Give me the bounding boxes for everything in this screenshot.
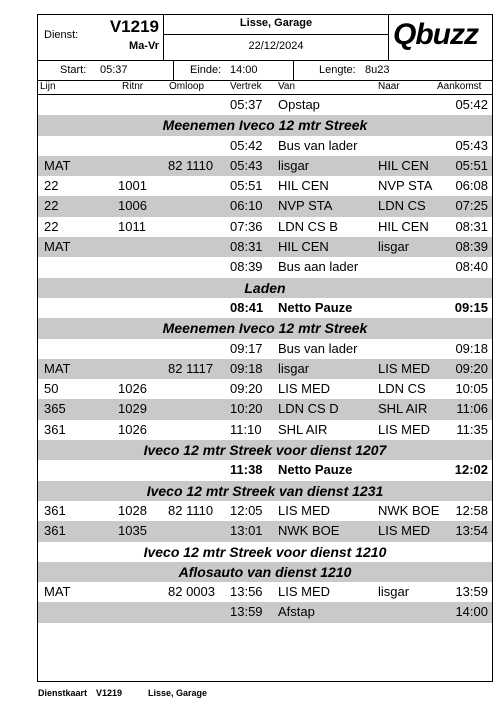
trip-row: [38, 501, 492, 521]
cell-vertrek: 09:20: [230, 381, 263, 397]
date: 22/12/2024: [248, 40, 304, 52]
cell-lijn: 22: [44, 218, 59, 234]
trip-row: [38, 339, 492, 359]
cell-van: Bus van lader: [278, 137, 358, 153]
cell-ritnr: 1026: [118, 381, 147, 397]
cell-aankomst: 12:02: [454, 462, 488, 478]
section-title: Laden: [244, 279, 286, 296]
cell-aankomst: 05:42: [455, 97, 488, 112]
section-title: Meenemen Iveco 12 mtr Streek: [162, 117, 368, 134]
cell-aankomst: 13:54: [455, 523, 488, 539]
section-row: [38, 440, 492, 460]
length-label: Lengte:: [319, 64, 356, 76]
section-title: Iveco 12 mtr Streek van dienst 1231: [146, 482, 384, 499]
cell-vertrek: 08:41: [230, 299, 264, 315]
col-lijn: Lijn: [40, 81, 56, 92]
cell-van: HIL CEN: [278, 178, 329, 194]
cell-ritnr: 1001: [118, 178, 147, 194]
cell-lijn: 361: [44, 523, 66, 539]
pause-row: [38, 460, 492, 480]
cell-van: lisgar: [278, 157, 310, 173]
col-aankomst: Aankomst: [437, 81, 482, 92]
duty-card: [37, 14, 493, 682]
cell-naar: lisgar: [378, 584, 410, 600]
cell-naar: LIS MED: [378, 421, 431, 437]
footer-location: Lisse, Garage: [148, 688, 208, 698]
cell-van: Bus van lader: [278, 340, 358, 356]
section-row: [38, 562, 492, 582]
cell-aankomst: 13:59: [455, 584, 488, 600]
cell-vertrek: 09:18: [230, 360, 263, 376]
cell-lijn: MAT: [44, 360, 71, 376]
cell-aankomst: 10:05: [455, 381, 488, 397]
cell-aankomst: 06:08: [455, 178, 488, 194]
cell-omloop: 82 1110: [168, 157, 214, 173]
cell-vertrek: 12:05: [230, 502, 263, 518]
length-value: 8u23: [365, 64, 390, 76]
cell-lijn: 22: [44, 198, 59, 214]
col-vertrek: Vertrek: [230, 81, 262, 92]
cell-van: NWK BOE: [278, 523, 340, 539]
cell-aankomst: 09:15: [454, 299, 488, 315]
cell-aankomst: 11:35: [456, 421, 488, 437]
cell-naar: HIL CEN: [378, 218, 429, 234]
cell-ritnr: 1029: [118, 401, 147, 417]
cell-vertrek: 05:43: [230, 157, 263, 173]
dienst-code: V1219: [109, 17, 159, 36]
trip-row: [38, 237, 492, 257]
section-row: [38, 278, 492, 298]
cell-ritnr: 1006: [118, 198, 147, 214]
cell-aankomst: 07:25: [455, 198, 488, 214]
col-van: Van: [278, 81, 296, 92]
section-row: [38, 542, 492, 562]
cell-van: LDN CS B: [278, 218, 338, 234]
cell-naar: lisgar: [378, 239, 410, 255]
duty-table: [38, 95, 492, 623]
cell-ritnr: 1011: [118, 218, 146, 234]
trip-row: [38, 582, 492, 602]
cell-lijn: 365: [44, 401, 66, 417]
logo-cell: [389, 15, 492, 60]
cell-vertrek: 07:36: [230, 218, 263, 234]
trip-row: [38, 136, 492, 156]
cell-naar: SHL AIR: [378, 401, 428, 417]
cell-van: LDN CS D: [278, 401, 339, 417]
cell-aankomst: 05:51: [455, 157, 488, 173]
location-cell: [164, 15, 389, 60]
cell-naar: NVP STA: [378, 178, 433, 194]
cell-aankomst: 08:40: [455, 259, 488, 275]
cell-lijn: MAT: [44, 239, 71, 255]
cell-lijn: 22: [44, 178, 59, 194]
cell-vertrek: 09:17: [230, 340, 263, 356]
day-type: Ma-Vr: [129, 40, 159, 52]
section-row: [38, 318, 492, 338]
trip-row: [38, 196, 492, 216]
cell-vertrek: 10:20: [230, 401, 263, 417]
cell-omloop: 82 1110: [168, 502, 214, 518]
pause-row: [38, 298, 492, 318]
cell-van: SHL AIR: [278, 421, 328, 437]
trip-row: [38, 176, 492, 196]
cell-vertrek: 05:42: [230, 137, 263, 153]
cell-van: NVP STA: [278, 198, 333, 214]
cell-aankomst: 11:06: [456, 401, 488, 417]
cell-naar: NWK BOE: [378, 502, 440, 518]
cell-lijn: 50: [44, 381, 59, 397]
section-row: [38, 481, 492, 501]
trip-row: [38, 156, 492, 176]
divider: [164, 34, 388, 35]
trip-row: [38, 379, 492, 399]
cell-van: Opstap: [278, 97, 320, 112]
cell-aankomst: 05:43: [455, 137, 488, 153]
cell-vertrek: 08:31: [230, 239, 263, 255]
cell-van: LIS MED: [278, 502, 331, 518]
cell-aankomst: 12:58: [455, 502, 488, 518]
cell-vertrek: 06:10: [230, 198, 263, 214]
cell-omloop: 82 1117: [168, 360, 214, 376]
cell-aankomst: 14:00: [455, 604, 488, 620]
cell-omloop: 82 0003: [168, 584, 215, 600]
cell-naar: LIS MED: [378, 523, 431, 539]
cell-vertrek: 11:38: [230, 462, 263, 478]
cell-vertrek: 13:01: [230, 523, 263, 539]
cell-lijn: MAT: [44, 584, 71, 600]
section-title: Meenemen Iveco 12 mtr Streek: [162, 320, 368, 337]
info-bar: [38, 61, 492, 81]
start-label: Start:: [60, 64, 87, 76]
header: [38, 15, 492, 61]
cell-lijn: MAT: [44, 157, 71, 173]
trip-row: [38, 359, 492, 379]
trip-row: [38, 399, 492, 419]
cell-vertrek: 08:39: [230, 259, 263, 275]
cell-lijn: 361: [44, 421, 66, 437]
trip-row: [38, 257, 492, 277]
trip-row: [38, 217, 492, 237]
col-naar: Naar: [378, 81, 400, 92]
divider: [173, 61, 174, 80]
section-title: Aflosauto van dienst 1210: [178, 563, 352, 580]
cell-vertrek: 05:51: [230, 178, 263, 194]
cell-van: LIS MED: [278, 584, 331, 600]
trip-row: [38, 95, 492, 115]
section-title: Iveco 12 mtr Streek voor dienst 1207: [143, 442, 387, 459]
col-ritnr: Ritnr: [122, 81, 144, 92]
cell-aankomst: 08:39: [455, 239, 488, 255]
cell-aankomst: 08:31: [455, 218, 488, 234]
cell-ritnr: 1035: [118, 523, 147, 539]
cell-naar: LIS MED: [378, 360, 431, 376]
duty-cell: [38, 15, 164, 60]
trip-row: [38, 602, 492, 622]
cell-naar: LDN CS: [378, 381, 426, 397]
cell-ritnr: 1028: [118, 502, 147, 518]
cell-van: Bus aan lader: [278, 259, 359, 275]
cell-van: Netto Pauze: [278, 299, 353, 315]
cell-van: Netto Pauze: [278, 462, 353, 478]
cell-vertrek: 13:56: [230, 584, 263, 600]
cell-van: HIL CEN: [278, 239, 329, 255]
start-value: 05:37: [100, 64, 128, 76]
cell-vertrek: 05:37: [230, 97, 263, 112]
cell-van: lisgar: [278, 360, 310, 376]
end-value: 14:00: [230, 64, 258, 76]
cell-vertrek: 13:59: [230, 604, 263, 620]
cell-van: LIS MED: [278, 381, 331, 397]
cell-ritnr: 1026: [118, 421, 147, 437]
cell-aankomst: 09:18: [455, 340, 488, 356]
section-title: Iveco 12 mtr Streek voor dienst 1210: [143, 543, 387, 560]
footer-doc-label: Dienstkaart: [38, 688, 88, 698]
cell-lijn: 361: [44, 502, 66, 518]
cell-aankomst: 09:20: [455, 360, 488, 376]
dienst-label: Dienst:: [44, 29, 79, 41]
cell-naar: LDN CS: [378, 198, 426, 214]
divider: [293, 61, 294, 80]
trip-row: [38, 420, 492, 440]
footer-doc-code: V1219: [96, 688, 123, 698]
col-omloop: Omloop: [169, 81, 205, 92]
section-row: [38, 115, 492, 135]
cell-vertrek: 11:10: [230, 421, 262, 437]
end-label: Einde:: [190, 64, 222, 76]
cell-naar: HIL CEN: [378, 157, 429, 173]
cell-van: Afstap: [278, 604, 315, 620]
location: Lisse, Garage: [239, 17, 313, 29]
trip-row: [38, 521, 492, 541]
qbuzz-logo: Qbuzz: [393, 18, 478, 51]
column-headers: [38, 81, 492, 95]
